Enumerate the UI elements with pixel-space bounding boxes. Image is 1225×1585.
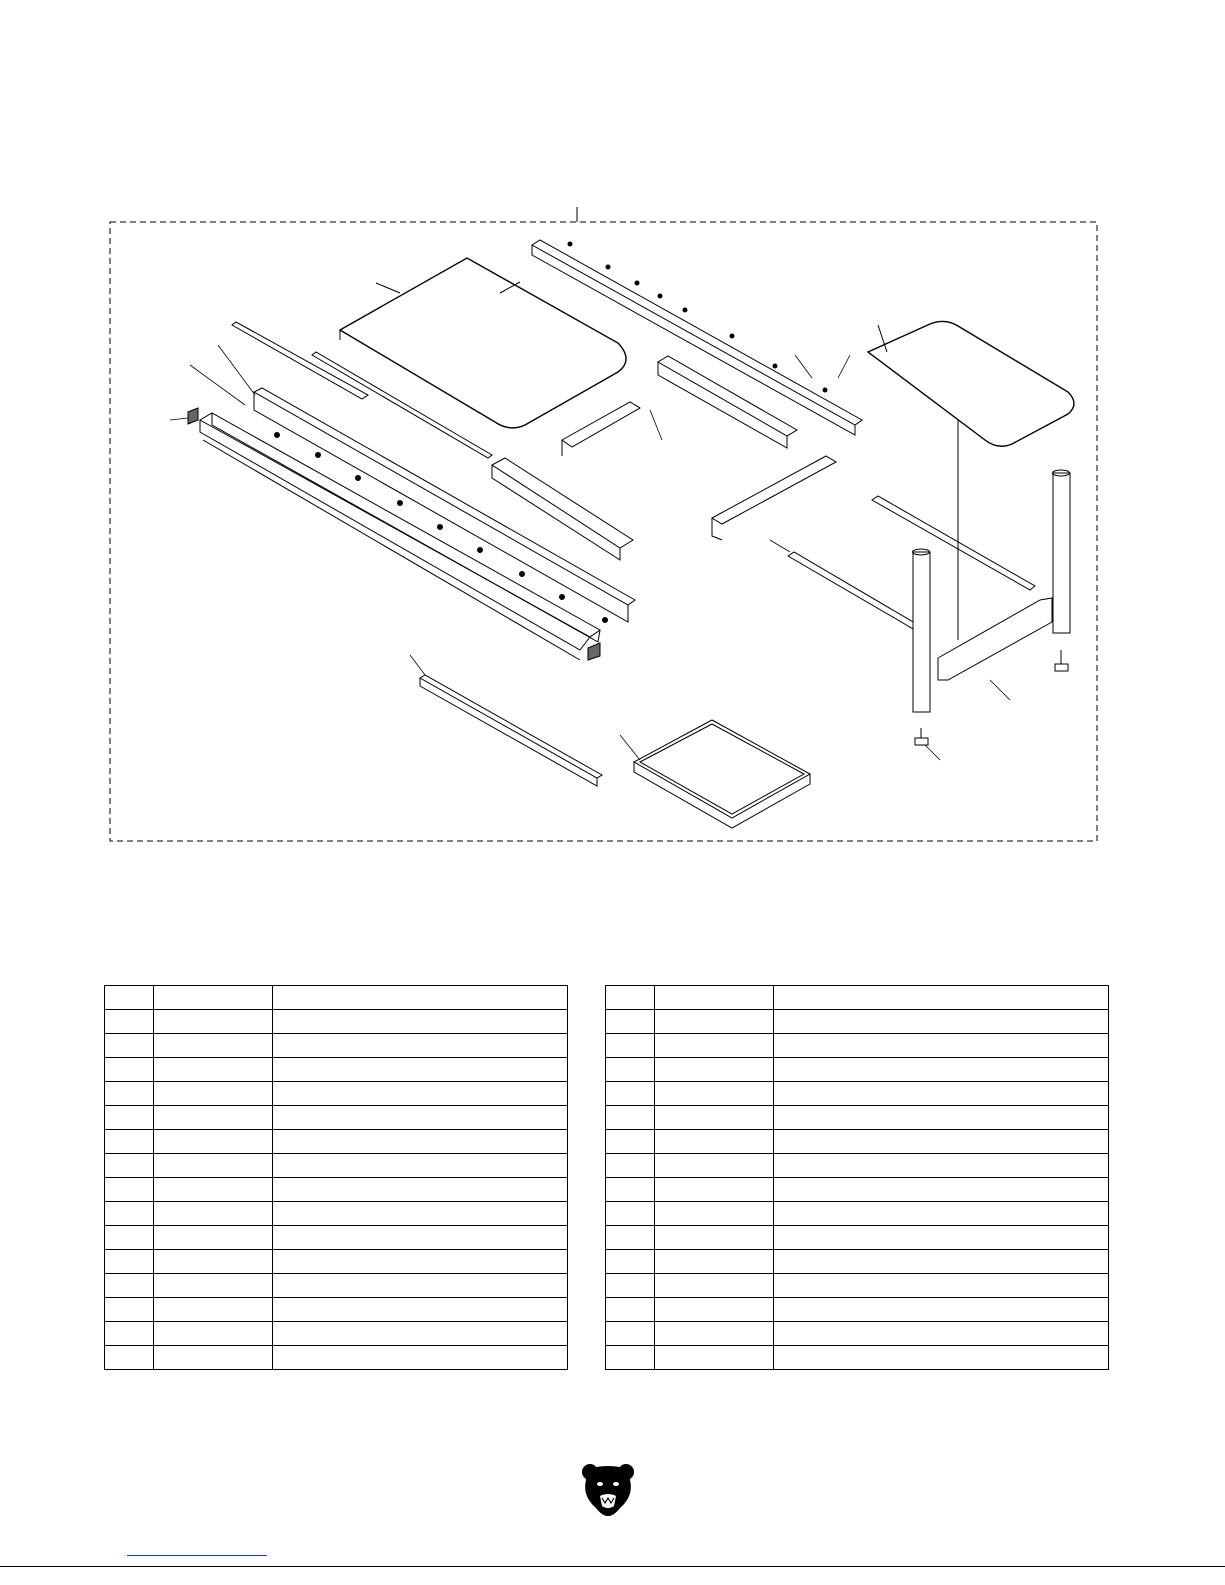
description-cell bbox=[273, 1010, 568, 1034]
part-number-cell bbox=[655, 1202, 774, 1226]
table-row bbox=[606, 1226, 1109, 1250]
ref-cell bbox=[105, 1058, 154, 1082]
table-row bbox=[105, 1082, 568, 1106]
part-number-cell bbox=[154, 1034, 273, 1058]
ref-cell bbox=[606, 1226, 655, 1250]
description-cell bbox=[273, 1082, 568, 1106]
part-number-cell bbox=[154, 1010, 273, 1034]
table-row bbox=[606, 1154, 1109, 1178]
rail-end-cap-left bbox=[188, 408, 198, 424]
part-number-cell bbox=[154, 1250, 273, 1274]
ref-cell bbox=[105, 1346, 154, 1370]
part-number-cell bbox=[655, 1250, 774, 1274]
table-row bbox=[606, 1346, 1109, 1370]
ref-cell bbox=[606, 1346, 655, 1370]
table-row bbox=[105, 1058, 568, 1082]
description-cell bbox=[774, 1010, 1109, 1034]
description-cell bbox=[273, 1274, 568, 1298]
table-row bbox=[105, 1250, 568, 1274]
table-row bbox=[105, 1130, 568, 1154]
part-number-cell bbox=[154, 1154, 273, 1178]
ref-cell bbox=[606, 1322, 655, 1346]
table-row bbox=[606, 1130, 1109, 1154]
header-part-number bbox=[655, 986, 774, 1010]
ref-cell bbox=[105, 1154, 154, 1178]
ref-cell bbox=[606, 1106, 655, 1130]
footer-rule bbox=[0, 1566, 1225, 1567]
part-number-cell bbox=[655, 1106, 774, 1130]
leg-right bbox=[1053, 473, 1070, 633]
header-description bbox=[774, 986, 1109, 1010]
description-cell bbox=[273, 1226, 568, 1250]
part-number-cell bbox=[154, 1130, 273, 1154]
footer-link[interactable] bbox=[127, 1555, 267, 1556]
part-number-cell bbox=[154, 1346, 273, 1370]
description-cell bbox=[273, 1250, 568, 1274]
ref-cell bbox=[606, 1058, 655, 1082]
ref-cell bbox=[105, 1226, 154, 1250]
table-row bbox=[606, 1250, 1109, 1274]
drawer-tray bbox=[634, 720, 810, 818]
ref-cell bbox=[606, 1274, 655, 1298]
table-header-row bbox=[606, 986, 1109, 1010]
header-part-number bbox=[154, 986, 273, 1010]
table-row bbox=[606, 1322, 1109, 1346]
assembly-boundary bbox=[110, 222, 1097, 841]
part-number-cell bbox=[154, 1178, 273, 1202]
rail-end-cap-right bbox=[588, 643, 600, 660]
extension-table-top bbox=[868, 321, 1074, 446]
part-number-cell bbox=[655, 1034, 774, 1058]
table-row bbox=[105, 1202, 568, 1226]
description-cell bbox=[774, 1274, 1109, 1298]
table-row bbox=[606, 1202, 1109, 1226]
part-number-cell bbox=[154, 1058, 273, 1082]
ref-cell bbox=[105, 1274, 154, 1298]
ref-cell bbox=[606, 1010, 655, 1034]
leg-left bbox=[913, 552, 930, 712]
description-cell bbox=[273, 1178, 568, 1202]
bear-head-logo-icon bbox=[578, 1462, 638, 1518]
description-cell bbox=[273, 1322, 568, 1346]
ref-cell bbox=[606, 1298, 655, 1322]
ref-cell bbox=[606, 1250, 655, 1274]
table-row bbox=[606, 1178, 1109, 1202]
leg-foot-right bbox=[1055, 650, 1068, 671]
header-ref bbox=[606, 986, 655, 1010]
ref-cell bbox=[606, 1178, 655, 1202]
description-cell bbox=[774, 1082, 1109, 1106]
leg-foot-left bbox=[915, 728, 928, 745]
description-cell bbox=[774, 1058, 1109, 1082]
ref-cell bbox=[105, 1106, 154, 1130]
table-row bbox=[606, 1082, 1109, 1106]
header-ref bbox=[105, 986, 154, 1010]
description-cell bbox=[273, 1106, 568, 1130]
right-rail-lower bbox=[788, 552, 920, 630]
part-number-cell bbox=[655, 1226, 774, 1250]
table-row bbox=[606, 1058, 1109, 1082]
description-cell bbox=[774, 1346, 1109, 1370]
part-number-cell bbox=[655, 1130, 774, 1154]
part-number-cell bbox=[154, 1226, 273, 1250]
part-number-cell bbox=[655, 1010, 774, 1034]
table-row bbox=[606, 1298, 1109, 1322]
table-row bbox=[105, 1106, 568, 1130]
side-panel bbox=[938, 598, 1052, 680]
lower-strip bbox=[420, 675, 602, 786]
table-row bbox=[606, 1034, 1109, 1058]
description-cell bbox=[774, 1034, 1109, 1058]
parts-table-left-body bbox=[105, 1010, 568, 1370]
table-row bbox=[105, 1346, 568, 1370]
ref-cell bbox=[105, 1250, 154, 1274]
table-row bbox=[105, 1010, 568, 1034]
parts-table-right-body bbox=[606, 1010, 1109, 1370]
ref-cell bbox=[105, 1322, 154, 1346]
table-row bbox=[606, 1106, 1109, 1130]
description-cell bbox=[774, 1298, 1109, 1322]
description-cell bbox=[774, 1154, 1109, 1178]
right-rail-upper bbox=[872, 496, 1035, 590]
table-row bbox=[105, 1154, 568, 1178]
part-number-cell bbox=[154, 1106, 273, 1130]
part-number-cell bbox=[655, 1298, 774, 1322]
ref-cell bbox=[606, 1202, 655, 1226]
description-cell bbox=[273, 1202, 568, 1226]
center-bracket bbox=[492, 458, 633, 560]
rail-bolts bbox=[275, 433, 608, 623]
side-bracket bbox=[712, 456, 836, 540]
description-cell bbox=[273, 1034, 568, 1058]
ref-cell bbox=[105, 1034, 154, 1058]
part-number-cell bbox=[655, 1274, 774, 1298]
description-cell bbox=[273, 1346, 568, 1370]
ref-cell bbox=[606, 1082, 655, 1106]
description-cell bbox=[273, 1058, 568, 1082]
description-cell bbox=[273, 1130, 568, 1154]
description-cell bbox=[774, 1322, 1109, 1346]
table-row bbox=[105, 1178, 568, 1202]
description-cell bbox=[273, 1298, 568, 1322]
ref-cell bbox=[105, 1202, 154, 1226]
table-row bbox=[606, 1010, 1109, 1034]
ref-cell bbox=[105, 1010, 154, 1034]
description-cell bbox=[774, 1250, 1109, 1274]
table-header-row bbox=[105, 986, 568, 1010]
ref-cell bbox=[105, 1082, 154, 1106]
part-number-cell bbox=[655, 1154, 774, 1178]
table-row bbox=[606, 1274, 1109, 1298]
description-cell bbox=[774, 1178, 1109, 1202]
ref-cell bbox=[606, 1154, 655, 1178]
part-number-cell bbox=[655, 1178, 774, 1202]
description-cell bbox=[273, 1154, 568, 1178]
description-cell bbox=[774, 1106, 1109, 1130]
rear-bracket bbox=[658, 356, 797, 448]
parts-table-left bbox=[104, 985, 568, 1370]
parts-table-right bbox=[605, 985, 1109, 1370]
ref-cell bbox=[606, 1130, 655, 1154]
part-number-cell bbox=[154, 1298, 273, 1322]
table-row bbox=[105, 1034, 568, 1058]
part-number-cell bbox=[655, 1058, 774, 1082]
ref-cell bbox=[105, 1130, 154, 1154]
part-number-cell bbox=[154, 1202, 273, 1226]
table-row bbox=[105, 1322, 568, 1346]
header-description bbox=[273, 986, 568, 1010]
description-cell bbox=[774, 1226, 1109, 1250]
description-cell bbox=[774, 1130, 1109, 1154]
table-row bbox=[105, 1226, 568, 1250]
table-row bbox=[105, 1274, 568, 1298]
part-number-cell bbox=[154, 1274, 273, 1298]
part-number-cell bbox=[655, 1346, 774, 1370]
small-bracket bbox=[562, 402, 640, 456]
ref-cell bbox=[105, 1298, 154, 1322]
part-number-cell bbox=[154, 1082, 273, 1106]
part-number-cell bbox=[154, 1322, 273, 1346]
table-row bbox=[105, 1298, 568, 1322]
part-number-cell bbox=[655, 1082, 774, 1106]
ref-cell bbox=[105, 1178, 154, 1202]
part-number-cell bbox=[655, 1322, 774, 1346]
ref-cell bbox=[606, 1034, 655, 1058]
description-cell bbox=[774, 1202, 1109, 1226]
front-rail bbox=[200, 413, 600, 637]
